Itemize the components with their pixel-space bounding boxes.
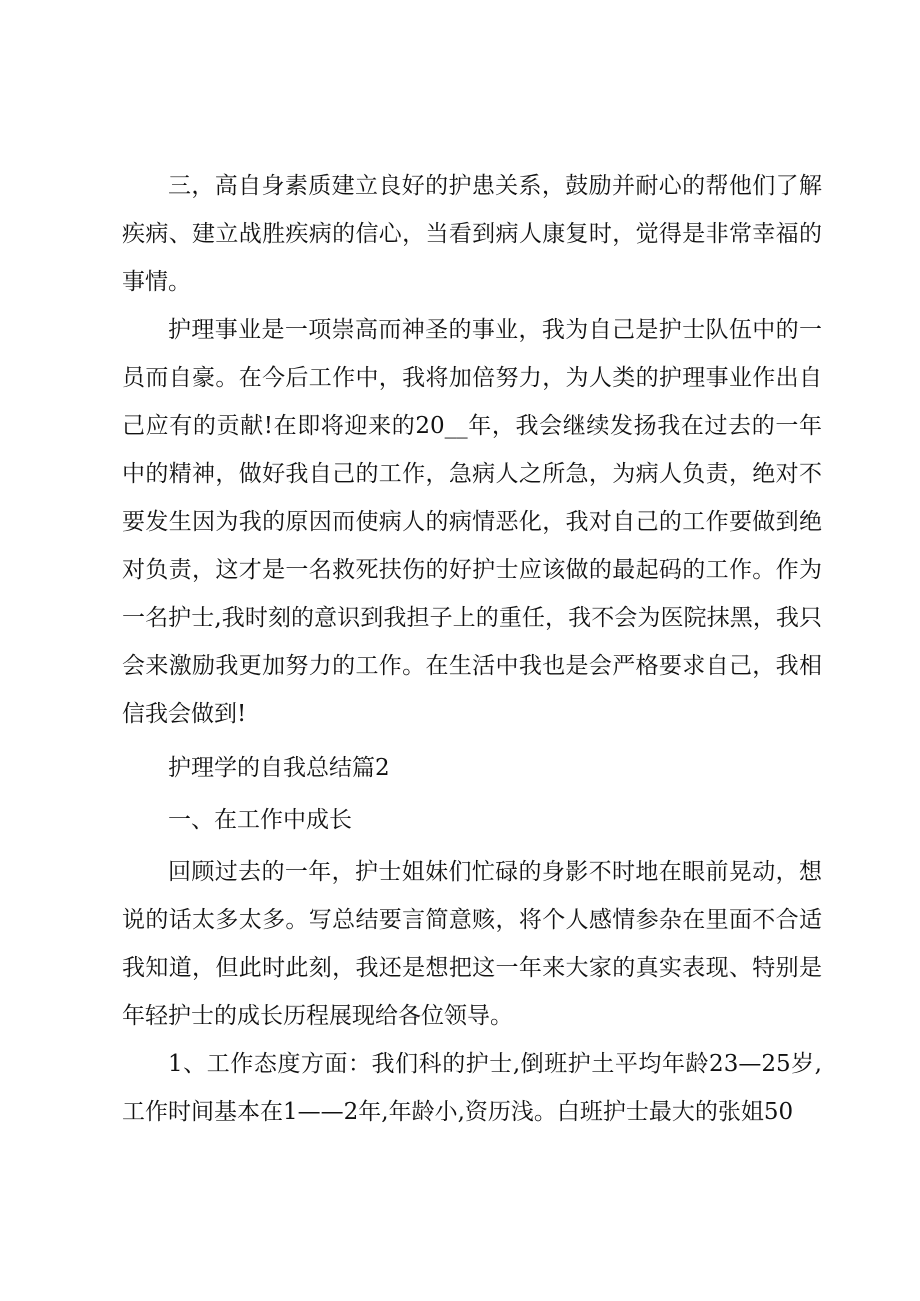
paragraph-4: 1、工作态度方面：我们科的护士,倒班护土平均年龄23—25岁,工作时间基本在1——2年,年龄小,资历浅。白班护士最大的张姐50 [122, 1051, 822, 1125]
paragraph-2: 护理事业是一项崇高而神圣的事业，我为自己是护士队伍中的一员而自豪。在今后工作中，我将加倍努力，为人类的护理事业作出自己应有的贡献!在即将迎来的20__年，我会继续发扬我在过去的一年中的精神，做好我自己的工作，急病人之所急，为病人负责，绝对不要发生因为我的原因而使病人的病情恶化，我对自己的工作要做到绝对负责，这才是一名救死扶伤的好护士应该做的最起码的工作。作为一名护士,我时刻的意识到我担子上的重任，我不会为医院抹黑，我只会来激励我更加努力的工作。在生活中我也是会严格要求自己，我相信我会做到! [122, 317, 822, 727]
paragraph-3: 回顾过去的一年，护士姐妹们忙碌的身影不时地在眼前晃动，想说的话太多太多。写总结要言简意赅，将个人感情参杂在里面不合适我知道，但此时此刻，我还是想把这一年来大家的真实表现、特别是年轻护士的成长历程展现给各位领导。 [122, 859, 822, 1029]
document-body [122, 162, 822, 1136]
section-title: 护理学的自我总结篇2 [168, 755, 390, 781]
paragraph-1: 三，高自身素质建立良好的护患关系，鼓励并耐心的帮他们了解疾病、建立战胜疾病的信心，当看到病人康复时，觉得是非常幸福的事情。 [122, 173, 822, 295]
subsection-title: 一、在工作中成长 [168, 807, 352, 833]
